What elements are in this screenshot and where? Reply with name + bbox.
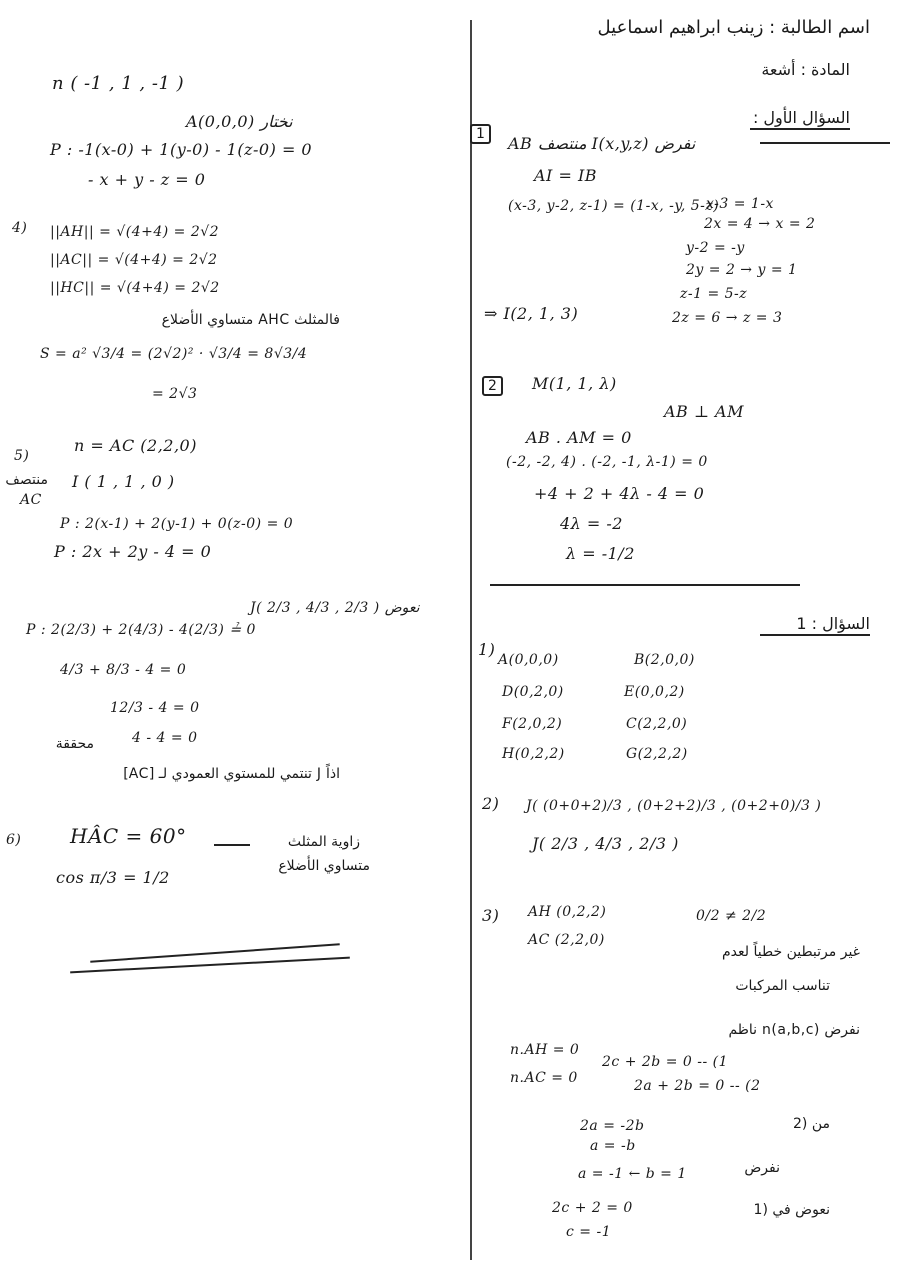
left-line: - x + y - z = 0 — [88, 170, 206, 189]
q1-title: السؤال الأول : — [750, 108, 850, 130]
q1-line: 2z = 6 → z = 3 — [672, 310, 783, 326]
q1-line: y-2 = -y — [686, 240, 745, 256]
q2-part3-line: من (2 — [793, 1116, 830, 1132]
section-5-line: P : 2(2/3) + 2(4/3) - 4(2/3) ≟ 0 — [26, 622, 256, 638]
q2-part3-line: نعوض في (1 — [753, 1202, 830, 1218]
q1-part2-line: AB ⊥ AM — [664, 402, 744, 421]
q1-part2-line: AB . AM = 0 — [526, 428, 632, 447]
q2-part2-number: 2) — [482, 794, 500, 813]
q2-title: السؤال : 1 — [760, 614, 870, 636]
q1-line: ⇒ I(2, 1, 3) — [484, 304, 579, 323]
q2-part3-line: نفرض n(a,b,c) ناظم — [728, 1022, 860, 1038]
q2-part3-line: n.AC = 0 — [510, 1070, 578, 1086]
section-5-line: منتصف — [5, 472, 48, 488]
section-5-line: P : 2(x-1) + 2(y-1) + 0(z-0) = 0 — [60, 516, 294, 532]
arrow-line — [214, 844, 250, 846]
point-label: A(0,0,0) — [498, 652, 559, 668]
subject-label: المادة : أشعة — [761, 60, 850, 79]
section-5-line: 4/3 + 8/3 - 4 = 0 — [60, 662, 187, 678]
section-4-number: 4) — [12, 220, 28, 236]
q1-part2-line: 4λ = -2 — [560, 514, 623, 533]
point-label: G(2,2,2) — [626, 746, 688, 762]
section-4-line: ||AC|| = √(4+4) = 2√2 — [50, 252, 218, 268]
section-5-line: n = AC (2,2,0) — [74, 436, 197, 455]
q2-part3-line: AH (0,2,2) — [528, 904, 607, 920]
q2-part2-line: J( (0+0+2)/3 , (0+2+2)/3 , (0+2+0)/3 ) — [526, 798, 822, 814]
q1-part2-number: 2 — [482, 376, 503, 396]
section-6-line: متساوي الأضلاع — [278, 858, 370, 874]
q2-part3-number: 3) — [482, 906, 500, 925]
section-4-line: ||HC|| = √(4+4) = 2√2 — [50, 280, 220, 296]
section-5-line: J( 2/3 , 4/3 , 2/3 ) نعوض — [250, 600, 420, 616]
section-5-line: I ( 1 , 1 , 0 ) — [72, 472, 175, 491]
q2-part3-line: تناسب المركبات — [735, 978, 830, 994]
q2-part3-line: 2a + 2b = 0 -- (2 — [634, 1078, 761, 1094]
section-divider — [490, 584, 800, 586]
q2-part3-line: غير مرتبطين خطياً لعدم — [722, 944, 860, 960]
q1-part2-line: λ = -1/2 — [566, 544, 635, 563]
q2-part3-line: نفرض — [744, 1160, 780, 1176]
q1-line: 2x = 4 → x = 2 — [704, 216, 816, 232]
q1-line: (x-3, y-2, z-1) = (1-x, -y, 5-z) — [508, 198, 720, 214]
q2-part3-line: c = -1 — [566, 1224, 612, 1240]
section-6-line: cos π/3 = 1/2 — [56, 868, 170, 887]
section-5-line: 12/3 - 4 = 0 — [110, 700, 200, 716]
q2-part3-line: 2c + 2 = 0 — [552, 1200, 633, 1216]
q1-line: AI = IB — [534, 166, 598, 185]
q2-part3-line: 2a = -2b — [580, 1118, 645, 1134]
point-label: B(2,0,0) — [634, 652, 695, 668]
section-4-line: = 2√3 — [152, 386, 198, 402]
q2-part3-line: a = -1 ← b = 1 — [578, 1166, 687, 1182]
point-label: C(2,2,0) — [626, 716, 688, 732]
q1-part2-line: (-2, -2, 4) . (-2, -1, λ-1) = 0 — [506, 454, 708, 470]
q2-part3-line: n.AH = 0 — [510, 1042, 580, 1058]
section-4-line: S = a² √3/4 = (2√2)² · √3/4 = 8√3/4 — [40, 346, 308, 362]
section-6-line: زاوية المثلث — [287, 834, 360, 850]
q2-part3-line: 2c + 2b = 0 -- (1 — [602, 1054, 729, 1070]
point-label: H(0,2,2) — [502, 746, 565, 762]
q2-part3-line: 0/2 ≠ 2/2 — [696, 908, 767, 924]
q2-part3-line: AC (2,2,0) — [528, 932, 605, 948]
q1-line: z-1 = 5-z — [680, 286, 748, 302]
q1-line: x-3 = 1-x — [706, 196, 774, 212]
section-5-line: اذاً J تنتمي للمستوي العمودي لـ [AC] — [123, 766, 340, 782]
q1-part2-line: +4 + 2 + 4λ - 4 = 0 — [534, 484, 705, 503]
q2-part1-number: 1) — [478, 640, 496, 659]
q2-part3-line: a = -b — [590, 1138, 636, 1154]
section-5-number: 5) — [14, 448, 30, 464]
q1-part1-number: 1 — [470, 124, 491, 144]
q1-line: AB منتصف I(x,y,z) نفرض — [508, 134, 696, 153]
point-label: E(0,0,2) — [624, 684, 685, 700]
section-5-line: 4 - 4 = 0 — [132, 730, 198, 746]
section-5-line: P : 2x + 2y - 4 = 0 — [54, 542, 212, 561]
section-6-number: 6) — [6, 832, 22, 848]
student-name: اسم الطالبة : زينب ابراهيم اسماعيل — [597, 17, 870, 38]
q2-part2-line: J( 2/3 , 4/3 , 2/3 ) — [532, 834, 679, 853]
left-line: A(0,0,0) نختار — [186, 112, 293, 131]
q1-underline — [760, 142, 890, 144]
section-4-line: ||AH|| = √(4+4) = 2√2 — [50, 224, 220, 240]
column-divider — [470, 20, 472, 1260]
left-line: P : -1(x-0) + 1(y-0) - 1(z-0) = 0 — [50, 140, 313, 159]
section-6-line: HÂC = 60° — [70, 824, 187, 848]
section-5-line: محققة — [55, 736, 94, 752]
normal-vector: n ( -1 , 1 , -1 ) — [52, 73, 185, 94]
point-label: F(2,0,2) — [502, 716, 563, 732]
q1-line: 2y = 2 → y = 1 — [686, 262, 798, 278]
q1-part2-line: M(1, 1, λ) — [532, 374, 617, 393]
section-5-line: AC — [20, 492, 42, 508]
section-4-line: فالمثلث AHC متساوي الأضلاع — [161, 312, 340, 328]
point-label: D(0,2,0) — [502, 684, 564, 700]
